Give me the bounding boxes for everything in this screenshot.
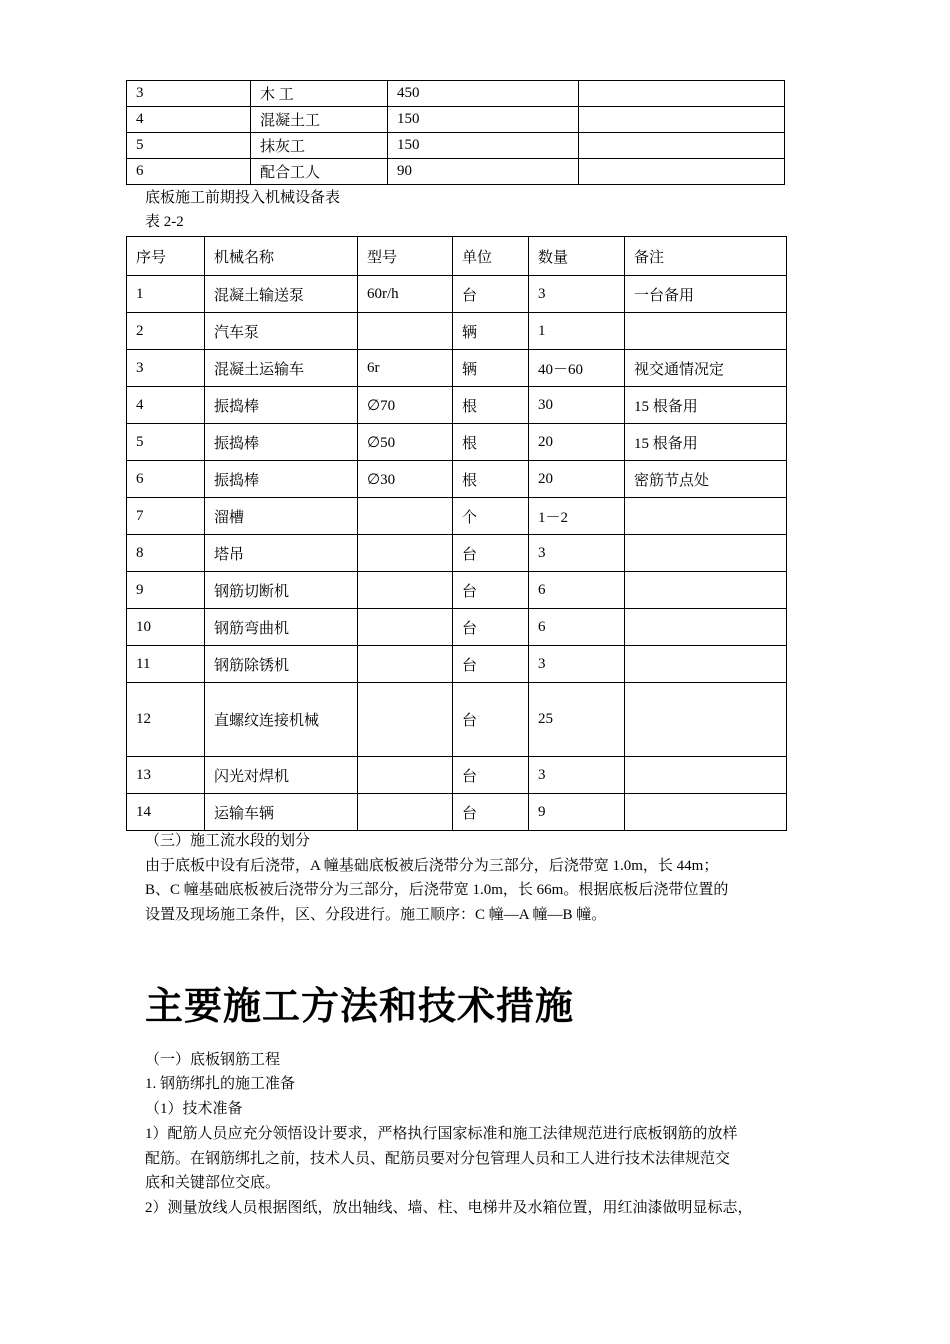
table-cell: 150 <box>388 133 579 159</box>
table-cell: 60r/h <box>358 276 453 313</box>
table-cell: 台 <box>453 794 529 831</box>
table-cell <box>358 535 453 572</box>
table-row <box>127 81 785 107</box>
table-cell <box>625 794 787 831</box>
table-cell: 40－60 <box>529 350 625 387</box>
table-cell: 木 工 <box>251 81 388 107</box>
table-cell: ∅70 <box>358 387 453 424</box>
table-row <box>127 107 785 133</box>
table-cell: 3 <box>127 81 251 107</box>
table-row <box>127 313 787 350</box>
table-cell <box>625 535 787 572</box>
table-cell <box>625 683 787 757</box>
table-cell: 振捣棒 <box>205 461 358 498</box>
table-cell <box>358 572 453 609</box>
table-cell: 9 <box>127 572 205 609</box>
table-cell: 台 <box>453 757 529 794</box>
table-cell <box>625 646 787 683</box>
table-cell: 辆 <box>453 313 529 350</box>
table-cell: 3 <box>529 646 625 683</box>
table-cell: 3 <box>127 350 205 387</box>
table-cell: 密筋节点处 <box>625 461 787 498</box>
column-header: 机械名称 <box>205 237 358 276</box>
main-heading: 主要施工方法和技术措施 <box>145 984 575 1028</box>
table-cell: 台 <box>453 609 529 646</box>
paragraph-line: 1）配筋人员应充分领悟设计要求，严格执行国家标准和施工法律规范进行底板钢筋的放样 <box>145 1126 738 1142</box>
table-cell: 一台备用 <box>625 276 787 313</box>
subsection-heading: （1）技术准备 <box>145 1101 243 1117</box>
table-row <box>127 757 787 794</box>
table-cell: 150 <box>388 107 579 133</box>
table-cell: 90 <box>388 159 579 185</box>
table-cell: 根 <box>453 387 529 424</box>
table-cell: 2 <box>127 313 205 350</box>
table-cell: 运输车辆 <box>205 794 358 831</box>
paragraph-line: 2）测量放线人员根据图纸，放出轴线、墙、柱、电梯井及水箱位置，用红油漆做明显标志， <box>145 1200 753 1216</box>
table-cell: 钢筋弯曲机 <box>205 609 358 646</box>
table-cell <box>579 107 785 133</box>
table-cell: 钢筋切断机 <box>205 572 358 609</box>
table-row <box>127 350 787 387</box>
table-cell <box>625 313 787 350</box>
table-cell <box>579 133 785 159</box>
table-cell: 台 <box>453 646 529 683</box>
table-cell: 混凝土工 <box>251 107 388 133</box>
table-row <box>127 609 787 646</box>
table-cell: 11 <box>127 646 205 683</box>
paragraph-line: B、C 幢基础底板被后浇带分为三部分，后浇带宽 1.0m，长 66m。根据底板后浇带位置的 <box>145 882 729 898</box>
table-cell: 台 <box>453 535 529 572</box>
table-cell: 4 <box>127 387 205 424</box>
table-cell: 3 <box>529 757 625 794</box>
table-cell: 溜槽 <box>205 498 358 535</box>
table-cell <box>625 572 787 609</box>
table-cell: 5 <box>127 424 205 461</box>
column-header: 数量 <box>529 237 625 276</box>
table-cell: 25 <box>529 683 625 757</box>
table-cell: 20 <box>529 461 625 498</box>
paragraph-line: 设置及现场施工条件，区、分段进行。施工顺序：C 幢—A 幢—B 幢。 <box>145 907 607 923</box>
table-cell: 台 <box>453 572 529 609</box>
table-cell: 13 <box>127 757 205 794</box>
table-cell: ∅50 <box>358 424 453 461</box>
column-header: 序号 <box>127 237 205 276</box>
table-cell <box>579 81 785 107</box>
table-cell: 1 <box>127 276 205 313</box>
table-cell: 抹灰工 <box>251 133 388 159</box>
table-cell: 台 <box>453 683 529 757</box>
table-cell: 20 <box>529 424 625 461</box>
table-row <box>127 159 785 185</box>
table-row <box>127 424 787 461</box>
column-header: 单位 <box>453 237 529 276</box>
table-row <box>127 498 787 535</box>
equipment-table-body <box>127 276 787 831</box>
table-cell: 振捣棒 <box>205 424 358 461</box>
table-cell: 钢筋除锈机 <box>205 646 358 683</box>
table-cell: 6 <box>529 572 625 609</box>
table-row <box>127 387 787 424</box>
table-cell: 15 根备用 <box>625 387 787 424</box>
table-row <box>127 794 787 831</box>
table-cell <box>625 498 787 535</box>
table-cell: 15 根备用 <box>625 424 787 461</box>
table-row <box>127 572 787 609</box>
table-cell: 9 <box>529 794 625 831</box>
table-cell <box>625 757 787 794</box>
table-cell: 14 <box>127 794 205 831</box>
table-cell <box>625 609 787 646</box>
table-cell: 个 <box>453 498 529 535</box>
subsection-heading: （一）底板钢筋工程 <box>145 1052 281 1068</box>
table-cell: 混凝土运输车 <box>205 350 358 387</box>
table-row <box>127 646 787 683</box>
table-cell: 配合工人 <box>251 159 388 185</box>
table-cell <box>358 794 453 831</box>
table-cell <box>358 757 453 794</box>
table-cell: 直螺纹连接机械 <box>205 683 358 757</box>
table-caption: 底板施工前期投入机械设备表 <box>145 190 341 206</box>
table-cell: 1－2 <box>529 498 625 535</box>
table-row <box>127 276 787 313</box>
subsection-heading: 1. 钢筋绑扎的施工准备 <box>145 1076 296 1092</box>
table-cell: 3 <box>529 535 625 572</box>
column-header: 备注 <box>625 237 787 276</box>
table-cell <box>358 498 453 535</box>
section-heading: （三）施工流水段的划分 <box>145 833 311 849</box>
table-cell: 6 <box>127 461 205 498</box>
table-cell: 振捣棒 <box>205 387 358 424</box>
table-cell <box>358 313 453 350</box>
table-cell: 7 <box>127 498 205 535</box>
table-number: 表 2-2 <box>145 214 184 230</box>
table-cell: 6 <box>529 609 625 646</box>
table-cell: 5 <box>127 133 251 159</box>
paragraph-line: 配筋。在钢筋绑扎之前，技术人员、配筋员要对分包管理人员和工人进行技术法律规范交 <box>145 1151 731 1167</box>
table-cell: ∅30 <box>358 461 453 498</box>
column-header: 型号 <box>358 237 453 276</box>
table-row <box>127 683 787 757</box>
table-cell <box>358 683 453 757</box>
table-cell: 混凝土输送泵 <box>205 276 358 313</box>
table-cell: 闪光对焊机 <box>205 757 358 794</box>
table-cell: 视交通情况定 <box>625 350 787 387</box>
table-cell <box>579 159 785 185</box>
table-header-row <box>127 237 787 276</box>
table-row <box>127 133 785 159</box>
table-cell: 10 <box>127 609 205 646</box>
equipment-table <box>126 236 787 831</box>
table-cell: 3 <box>529 276 625 313</box>
table-cell: 1 <box>529 313 625 350</box>
table-cell: 12 <box>127 683 205 757</box>
table-cell: 台 <box>453 276 529 313</box>
paragraph-line: 由于底板中设有后浇带，A 幢基础底板被后浇带分为三部分，后浇带宽 1.0m，长 44m； <box>145 858 719 874</box>
table-cell <box>358 609 453 646</box>
table-row <box>127 461 787 498</box>
table-cell <box>358 646 453 683</box>
table-cell: 汽车泵 <box>205 313 358 350</box>
table-cell: 塔吊 <box>205 535 358 572</box>
table-cell: 辆 <box>453 350 529 387</box>
table-cell: 450 <box>388 81 579 107</box>
table-cell: 根 <box>453 461 529 498</box>
paragraph-line: 底和关键部位交底。 <box>145 1175 281 1191</box>
table-cell: 6 <box>127 159 251 185</box>
table-row <box>127 535 787 572</box>
table-cell: 6r <box>358 350 453 387</box>
table-cell: 根 <box>453 424 529 461</box>
table-cell: 8 <box>127 535 205 572</box>
table-cell: 4 <box>127 107 251 133</box>
table-cell: 30 <box>529 387 625 424</box>
labor-table <box>126 80 785 185</box>
